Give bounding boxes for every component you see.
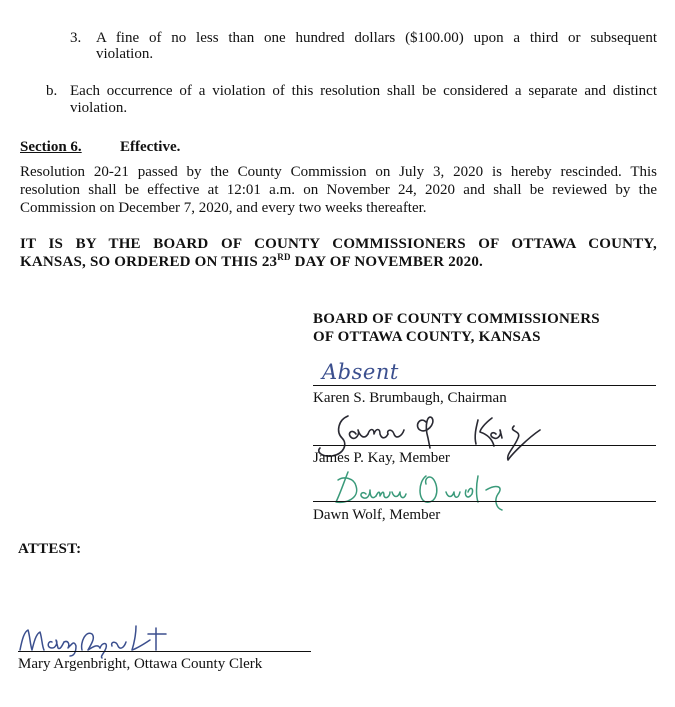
list-letter-b: b. <box>46 83 58 99</box>
signer-1-name: Karen S. Brumbaugh, Chairman <box>313 390 507 406</box>
absent-handwritten-note: Absent <box>322 360 399 384</box>
order-line-2 <box>20 254 483 271</box>
clerk-name: Mary Argenbright, Ottawa County Clerk <box>18 656 263 672</box>
section-line-2: resolution shall be effective at 12:01 a.m. on November 24, 2020 and shall be reviewed by the <box>20 182 657 198</box>
signature-mary-argenbright <box>16 620 186 660</box>
order-line-2-post: DAY OF NOVEMBER 2020. <box>290 254 483 270</box>
section-number: Section 6. <box>20 139 82 155</box>
item-3-line-2: violation. <box>96 46 154 62</box>
item-3-line-1: A fine of no less than one hundred dollars ($100.00) upon a third or subsequent <box>96 30 657 46</box>
item-b-line-1: Each occurrence of a violation of this resolution shall be considered a separate and distinct <box>70 83 657 99</box>
signature-line-2 <box>313 445 656 446</box>
signature-line-1 <box>313 385 656 386</box>
signature-line-3 <box>313 501 656 502</box>
item-b-line-2: violation. <box>70 100 128 116</box>
ordinal-suffix: RD <box>277 252 291 262</box>
section-line-3: Commission on December 7, 2020, and every two weeks thereafter. <box>20 200 427 216</box>
board-heading-1: BOARD OF COUNTY COMMISSIONERS <box>313 311 600 327</box>
list-number-3: 3. <box>70 30 82 46</box>
order-line-1: IT IS BY THE BOARD OF COUNTY COMMISSIONERS OF OTTAWA COUNTY, <box>20 236 657 252</box>
clerk-signature-line <box>18 651 311 652</box>
board-heading-2: OF OTTAWA COUNTY, KANSAS <box>313 329 541 345</box>
signer-3-name: Dawn Wolf, Member <box>313 507 441 523</box>
section-title: Effective. <box>120 139 181 155</box>
attest-label: ATTEST: <box>18 541 82 557</box>
section-line-1: Resolution 20-21 passed by the County Commission on July 3, 2020 is hereby rescinded. This <box>20 164 657 180</box>
order-line-2-pre: KANSAS, SO ORDERED ON THIS 23 <box>20 254 278 270</box>
signer-2-name: James P. Kay, Member <box>313 450 450 466</box>
